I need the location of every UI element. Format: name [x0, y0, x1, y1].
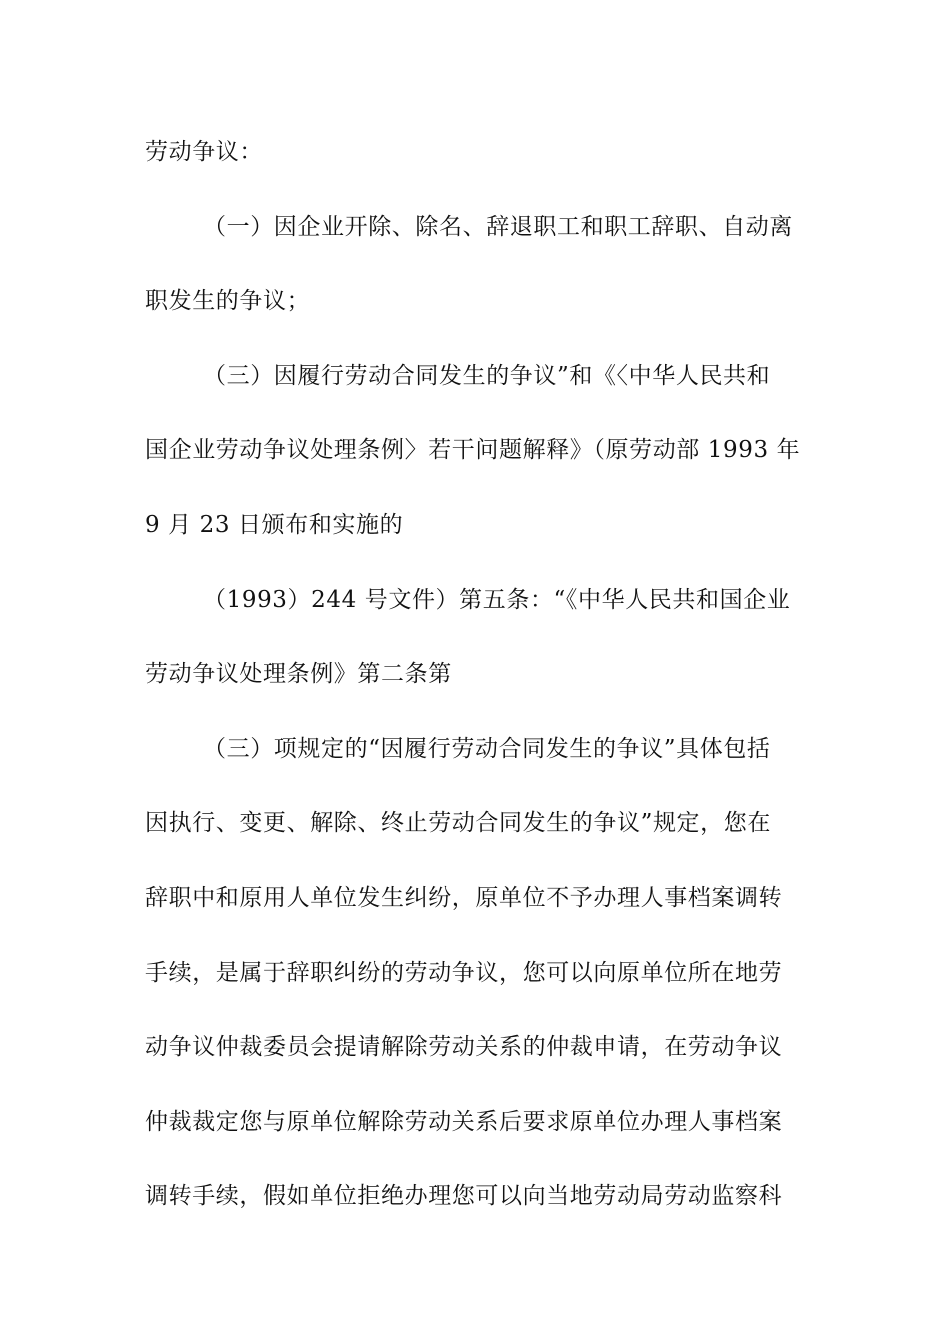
text-line: （三）因履行劳动合同发生的争议”和《〈中华人民共和	[203, 363, 771, 389]
text-line: 手续，是属于辞职纠纷的劳动争议，您可以向原单位所在地劳	[145, 960, 783, 986]
text-line: 劳动争议处理条例》第二条第	[145, 661, 452, 687]
text-line: 国企业劳动争议处理条例〉若干问题解释》（原劳动部 1993 年	[145, 437, 801, 463]
text-line: 职发生的争议；	[145, 288, 311, 314]
text-line: 因执行、变更、解除、终止劳动合同发生的争议”规定，您在	[145, 810, 771, 836]
text-line: 劳动争议：	[145, 139, 263, 165]
text-line: （一）因企业开除、除名、辞退职工和职工辞职、自动离	[203, 214, 793, 240]
text-line: 调转手续，假如单位拒绝办理您可以向当地劳动局劳动监察科	[145, 1183, 783, 1209]
text-line: 9 月 23 日颁布和实施的	[145, 512, 404, 538]
text-line: 动争议仲裁委员会提请解除劳动关系的仲裁申请，在劳动争议	[145, 1034, 783, 1060]
text-line: 仲裁裁定您与原单位解除劳动关系后要求原单位办理人事档案	[145, 1109, 783, 1135]
text-line: （三）项规定的“因履行劳动合同发生的争议”具体包括	[203, 736, 771, 762]
text-line: 辞职中和原用人单位发生纠纷，原单位不予办理人事档案调转	[145, 885, 783, 911]
text-line: （1993）244 号文件）第五条：“《中华人民共和国企业	[203, 587, 791, 613]
